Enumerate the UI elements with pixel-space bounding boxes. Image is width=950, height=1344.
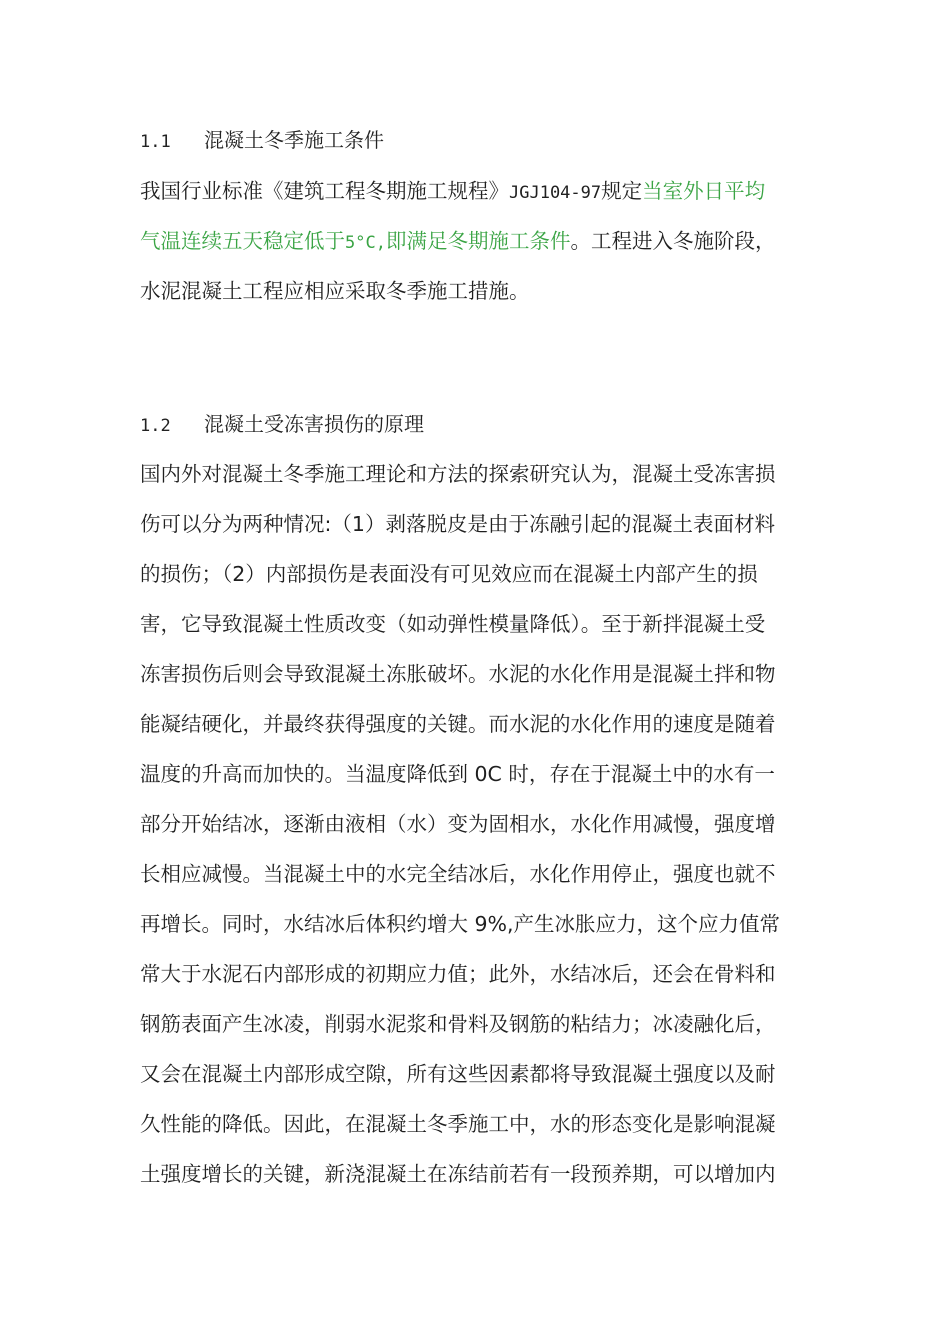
section-1-2-paragraph [140,449,810,1199]
paragraph-line: 再增长。同时，水结冰后体积约增大 9%,产生冰胀应力，这个应力值常 [140,912,781,936]
section-title: 混凝土冬季施工条件 [204,128,384,152]
paragraph-line: 冻害损伤后则会导致混凝土冻胀破坏。水泥的水化作用是混凝土拌和物 [140,662,776,686]
section-heading-1-2 [140,409,424,441]
section-heading-1-1 [140,125,384,157]
paragraph-line: 能凝结硬化，并最终获得强度的关键。而水泥的水化作用的速度是随着 [140,712,776,736]
section-title: 混凝土受冻害损伤的原理 [204,412,424,436]
paragraph-line [140,166,810,216]
text-run: 。工程进入冬施阶段， [570,229,776,253]
text-run: 规定 [601,179,643,203]
highlighted-text: 气温连续五天稳定低于 [140,229,345,253]
paragraph-line [140,216,810,266]
paragraph-line: 钢筋表面产生冰凌，削弱水泥浆和骨料及钢筋的粘结力；冰凌融化后， [140,1012,776,1036]
paragraph-line: 常大于水泥石内部形成的初期应力值；此外，水结冰后，还会在骨料和 [140,962,776,986]
paragraph-line: 国内外对混凝土冬季施工理论和方法的探索研究认为，混凝土受冻害损 [140,462,776,486]
paragraph-line: 又会在混凝土内部形成空隙，所有这些因素都将导致混凝土强度以及耐 [140,1062,776,1086]
paragraph-line: 害，它导致混凝土性质改变（如动弹性模量降低）。至于新拌混凝土受 [140,612,766,636]
paragraph-line: 伤可以分为两种情况:（1）剥落脱皮是由于冻融引起的混凝土表面材料 [140,512,775,536]
section-1-1-paragraph [140,166,810,316]
paragraph-line: 的损伤；（2）内部损伤是表面没有可见效应而在混凝土内部产生的损 [140,562,758,586]
highlighted-text: 5°C, [345,233,386,253]
highlighted-text: 当室外日平均 [642,179,766,203]
paragraph-line: 久性能的降低。因此，在混凝土冬季施工中，水的形态变化是影响混凝 [140,1112,776,1136]
paragraph-line: 土强度增长的关键，新浇混凝土在冻结前若有一段预养期，可以增加内 [140,1162,776,1186]
standard-code: JGJ104-97 [509,183,602,203]
paragraph-line: 水泥混凝土工程应相应采取冬季施工措施。 [140,279,530,303]
text-run: 我国行业标准《建筑工程冬期施工规程》 [140,179,509,203]
paragraph-line: 部分开始结冰，逐渐由液相（水）变为固相水，水化作用减慢，强度增 [140,812,776,836]
highlighted-text: 即满足冬期施工条件 [385,229,571,253]
section-number: 1.2 [140,416,171,436]
paragraph-line: 温度的升高而加快的。当温度降低到 0C 时，存在于混凝土中的水有一 [140,762,775,786]
paragraph-line: 长相应减慢。当混凝土中的水完全结冰后，水化作用停止，强度也就不 [140,862,776,886]
section-number: 1.1 [140,132,171,152]
